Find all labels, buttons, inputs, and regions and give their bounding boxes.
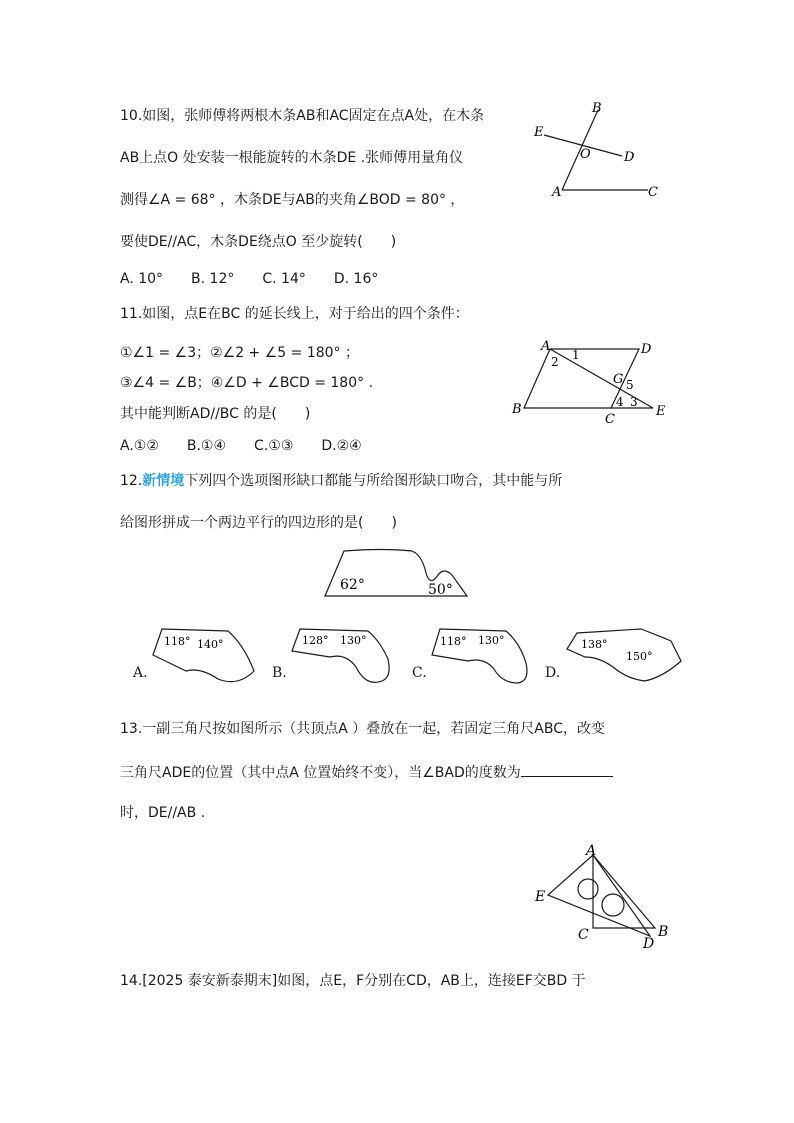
- q10-line-1: 10.如图，张师傅将两根木条AB和AC固定在点A处，在木条: [120, 108, 485, 124]
- q11-figure: [505, 335, 675, 425]
- q13-label-A: A: [586, 843, 597, 859]
- q11-line-2: ①∠1 = ∠3；②∠2 + ∠5 = 180° ；: [120, 345, 359, 361]
- q11-label-E: E: [656, 404, 666, 419]
- q11-line-3: ③∠4 = ∠B；④∠D + ∠BCD = 180° .: [120, 375, 374, 391]
- q10-label-E: E: [534, 125, 544, 140]
- q13-line-1: 13.一副三角尺按如图所示（共顶点A ）叠放在一起，若固定三角尺ABC，改变: [120, 721, 606, 737]
- q10-line-3: 测得∠A = 68° ，木条DE与AB的夹角∠BOD = 80° ，: [120, 192, 465, 208]
- q13-figure: [530, 838, 680, 952]
- q12-given-angle-left: 62°: [340, 577, 365, 593]
- q11-line-1: 11.如图，点E在BC 的延长线上，对于给出的四个条件：: [120, 306, 469, 322]
- q11-angle-1: 1: [572, 348, 580, 362]
- q10-label-C: C: [648, 185, 658, 200]
- q13-line-2: [120, 762, 613, 782]
- q10-label-O: O: [580, 147, 591, 162]
- q12-option-a-shape: [150, 627, 260, 687]
- q13-label-C: C: [578, 927, 589, 943]
- q12-option-a-label: A.: [133, 665, 148, 681]
- q10-figure: [530, 100, 690, 200]
- q12-option-c-shape: [430, 627, 540, 687]
- q12-b-angle-1: 128°: [302, 634, 329, 647]
- q12-given-shape: [322, 545, 472, 605]
- q11-angle-2: 2: [551, 355, 559, 369]
- q12-line-1: 12.新情境下列四个选项图形缺口都能与所给图形缺口吻合，其中能与所: [120, 473, 563, 489]
- q12-b-angle-2: 130°: [340, 634, 367, 647]
- q10-options: A. 10° B. 12° C. 14° D. 16°: [120, 271, 379, 287]
- q10-line-2: AB上点O 处安装一根能旋转的木条DE .张师傅用量角仪: [120, 150, 464, 166]
- q13-label-E: E: [535, 889, 546, 905]
- q13-line-2-text: 三角尺ADE的位置（其中点A 位置始终不变），当∠BAD的度数为: [120, 765, 521, 781]
- q11-label-A: A: [541, 339, 551, 354]
- q10-label-A: A: [552, 185, 562, 200]
- q12-option-d-shape: [565, 627, 715, 687]
- q11-angle-4: 4: [616, 395, 624, 409]
- q12-d-angle-2: 150°: [626, 650, 653, 663]
- q12-option-d-label: D.: [545, 665, 561, 681]
- q11-options: A.①② B.①④ C.①③ D.②④: [120, 438, 362, 454]
- q12-c-angle-1: 118°: [440, 635, 467, 648]
- q12-c-angle-2: 130°: [478, 634, 505, 647]
- q12-given-angle-right: 50°: [428, 582, 453, 598]
- q13-line-3: 时，DE//AB .: [120, 805, 206, 821]
- q11-line-4: 其中能判断AD//BC 的是( ): [120, 406, 311, 422]
- q12-a-angle-2: 140°: [197, 638, 224, 651]
- q12-option-c-label: C.: [412, 665, 427, 681]
- q12-option-b-label: B.: [272, 665, 287, 681]
- q11-label-B: B: [512, 402, 522, 417]
- q12-line-2: 给图形拼成一个两边平行的四边形的是( ): [120, 515, 397, 531]
- q13-label-B: B: [658, 924, 669, 940]
- q13-label-D: D: [643, 936, 655, 952]
- q10-line-4: 要使DE//AC，木条DE绕点O 至少旋转( ): [120, 234, 397, 250]
- q14-line-1: 14.[2025 泰安新泰期末]如图，点E，F分别在CD，AB上，连接EF交BD 于: [120, 973, 586, 989]
- q11-label-D: D: [641, 342, 652, 357]
- q12-tag: 新情境: [142, 473, 185, 489]
- q12-option-b-shape: [290, 627, 400, 687]
- q11-label-C: C: [605, 412, 615, 427]
- q11-angle-3: 3: [630, 395, 638, 409]
- q12-d-angle-1: 138°: [581, 638, 608, 651]
- q12-line-1-text: 下列四个选项图形缺口都能与所给图形缺口吻合，其中能与所: [184, 473, 563, 489]
- q10-label-B: B: [592, 101, 602, 116]
- q11-label-G: G: [613, 372, 624, 387]
- q11-angle-5: 5: [626, 378, 634, 392]
- q13-answer-blank[interactable]: [521, 762, 613, 777]
- q12-a-angle-1: 118°: [164, 635, 191, 648]
- q10-label-D: D: [624, 150, 635, 165]
